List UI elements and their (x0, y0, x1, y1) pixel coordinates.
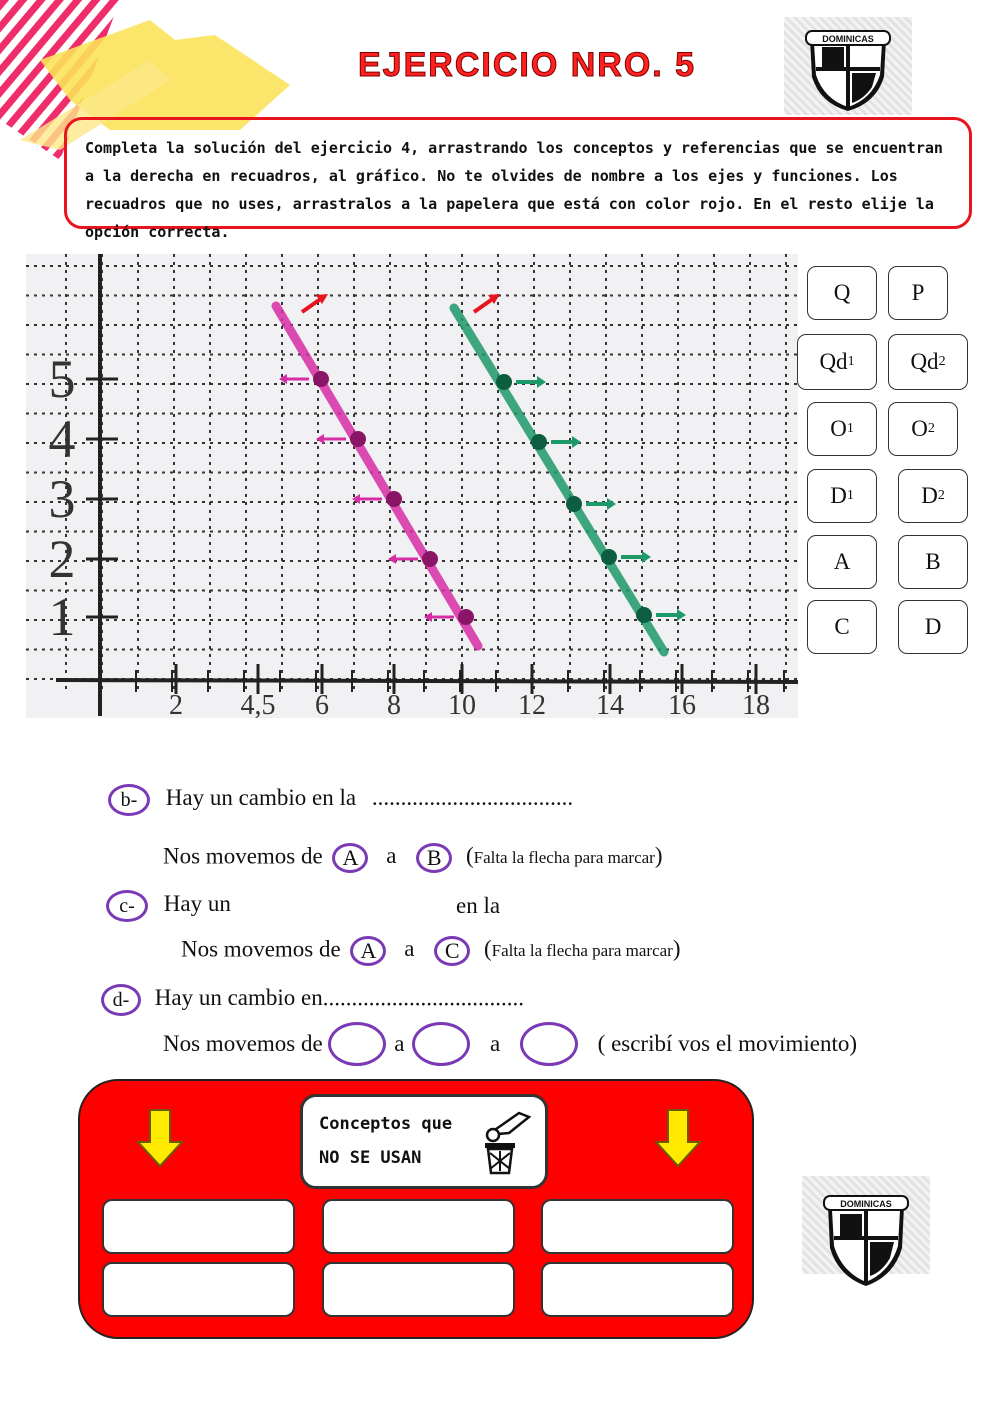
point-left (386, 491, 402, 507)
badge-b: b- (108, 784, 150, 816)
arrowhead (642, 551, 651, 563)
y-tick-label: 3 (48, 469, 76, 529)
trash-bin-label (300, 1094, 548, 1189)
point-left (350, 431, 366, 447)
connector-a: a (386, 843, 397, 869)
note-text: Falta la flecha para marcar (473, 848, 655, 868)
arrowhead (388, 554, 396, 564)
school-logo (784, 17, 912, 115)
tile-label: Qd (910, 349, 939, 374)
tile-label: D (830, 483, 847, 508)
question-d-hint: ( escribí vos el movimiento) (597, 1031, 857, 1056)
logo-text: DOMINICAS (840, 1199, 892, 1209)
arrowhead (607, 498, 616, 510)
shift-arrow-red (474, 298, 494, 312)
question-d (101, 984, 524, 1016)
tile-subscript: 1 (847, 354, 855, 369)
option-a[interactable]: A (350, 936, 386, 966)
question-d-blank[interactable]: ................................... (322, 985, 524, 1011)
answer-circle-2[interactable] (412, 1022, 470, 1066)
question-c-move (181, 936, 681, 966)
tile-qd2[interactable] (888, 334, 968, 390)
point-left (313, 371, 329, 387)
connector-a: a (404, 936, 415, 962)
tile-q[interactable] (807, 266, 877, 320)
question-c-text2: en la (456, 893, 501, 918)
instructions-text: Completa la solución del ejercicio 4, arrastrando los conceptos y referencias que se encuentran a la derecha en recuadros, al gráfico. No te olvides de nombre a los ejes y funciones. Los recuadros que no uses, arrastralos a la papelera que está con color rojo. En el resto elije la opción correcta. (85, 139, 943, 241)
question-b (108, 784, 573, 816)
x-axis (56, 680, 798, 682)
tile-subscript: 1 (846, 488, 854, 503)
tile-label: O (830, 416, 847, 441)
point-right (496, 374, 512, 390)
answer-circle-1[interactable] (328, 1022, 386, 1066)
tile-label: Q (833, 280, 851, 305)
x-tick-label: 2 (169, 690, 183, 718)
point-left (422, 551, 438, 567)
tile-label: O (911, 416, 928, 441)
y-tick-label: 2 (48, 529, 76, 589)
connector-a: a (489, 1031, 501, 1056)
x-tick-label: 16 (668, 690, 696, 718)
move-text: Nos movemos de (163, 1031, 323, 1056)
x-tick-label: 8 (387, 690, 401, 718)
logo-text: DOMINICAS (822, 34, 874, 44)
question-b-blank[interactable]: ................................... (371, 785, 574, 811)
tile-o1[interactable] (807, 402, 877, 456)
tile-label: Qd (819, 349, 848, 374)
x-tick-label: 14 (596, 690, 624, 718)
option-b[interactable]: B (416, 843, 452, 873)
bin-slot-4[interactable] (102, 1262, 295, 1317)
tile-o2[interactable] (888, 402, 958, 456)
tile-subscript: 2 (938, 354, 946, 369)
demand-line-left (276, 306, 478, 646)
question-d-text: Hay un cambio en (154, 985, 323, 1011)
demand-line-right (454, 308, 664, 652)
down-arrow-icon (136, 1108, 184, 1168)
tile-c[interactable] (807, 600, 877, 654)
tile-p[interactable] (888, 266, 948, 320)
move-text: Nos movemos de (181, 936, 341, 962)
y-tick-label: 1 (48, 587, 76, 647)
option-a[interactable]: A (332, 843, 368, 873)
tile-label: C (834, 614, 850, 639)
x-tick-label: 18 (742, 690, 770, 718)
question-c (106, 890, 231, 922)
connector-a: a (394, 1031, 405, 1056)
tile-label: A (833, 549, 851, 574)
point-right (531, 434, 547, 450)
question-c-text: Hay un (163, 891, 231, 917)
trash-can-icon (479, 1105, 539, 1175)
x-tick-label: 4,5 (240, 690, 276, 718)
note-text: Falta la flecha para marcar (491, 941, 673, 961)
option-c[interactable]: C (434, 936, 470, 966)
arrowhead (537, 376, 546, 388)
graph-canvas (26, 254, 798, 718)
page-title: EJERCICIO NRO. 5 (358, 46, 697, 84)
school-logo (802, 1176, 930, 1274)
down-arrow-icon (654, 1108, 702, 1168)
arrowhead (572, 436, 581, 448)
tile-label: D (924, 614, 942, 639)
x-tick-label: 12 (518, 690, 546, 718)
tile-subscript: 2 (937, 488, 945, 503)
bin-label-line1: Conceptos que (319, 1114, 453, 1134)
question-d-move (163, 1022, 857, 1066)
tile-d2[interactable] (898, 469, 968, 523)
badge-c: c- (106, 890, 148, 922)
badge-d: d- (101, 984, 141, 1016)
bin-slot-1[interactable] (102, 1199, 295, 1254)
tile-subscript: 2 (927, 421, 935, 436)
tile-label: P (911, 280, 925, 305)
point-right (601, 549, 617, 565)
question-b-text: Hay un cambio en la (165, 785, 357, 811)
tile-label: D (921, 483, 938, 508)
tile-d[interactable] (898, 600, 968, 654)
tile-qd1[interactable] (797, 334, 877, 390)
x-tick-label: 10 (448, 690, 476, 718)
tile-b[interactable] (898, 535, 968, 589)
point-right (566, 496, 582, 512)
y-tick-label: 4 (48, 409, 76, 469)
instructions-box (64, 117, 972, 241)
tile-a[interactable] (807, 535, 877, 589)
move-text: Nos movemos de (163, 843, 323, 869)
bin-slot-5[interactable] (322, 1262, 515, 1317)
bin-slot-2[interactable] (322, 1199, 515, 1254)
bin-label-line2: NO SE USAN (319, 1148, 422, 1168)
y-tick-label: 5 (48, 349, 76, 409)
point-left (458, 609, 474, 625)
x-tick-label: 6 (315, 690, 329, 718)
tile-label: B (925, 549, 941, 574)
point-right (636, 607, 652, 623)
note-paren: (Falta la flecha para marcar) (465, 843, 663, 869)
shift-arrow-red (302, 298, 322, 312)
question-b-move (163, 843, 663, 873)
tile-d1[interactable] (807, 469, 877, 523)
bin-slot-6[interactable] (541, 1262, 734, 1317)
bin-slot-3[interactable] (541, 1199, 734, 1254)
graph-photo (26, 254, 798, 718)
tile-subscript: 1 (846, 421, 854, 436)
note-paren: (Falta la flecha para marcar) (483, 936, 681, 962)
answer-circle-3[interactable] (520, 1022, 578, 1066)
arrowhead (316, 434, 324, 444)
